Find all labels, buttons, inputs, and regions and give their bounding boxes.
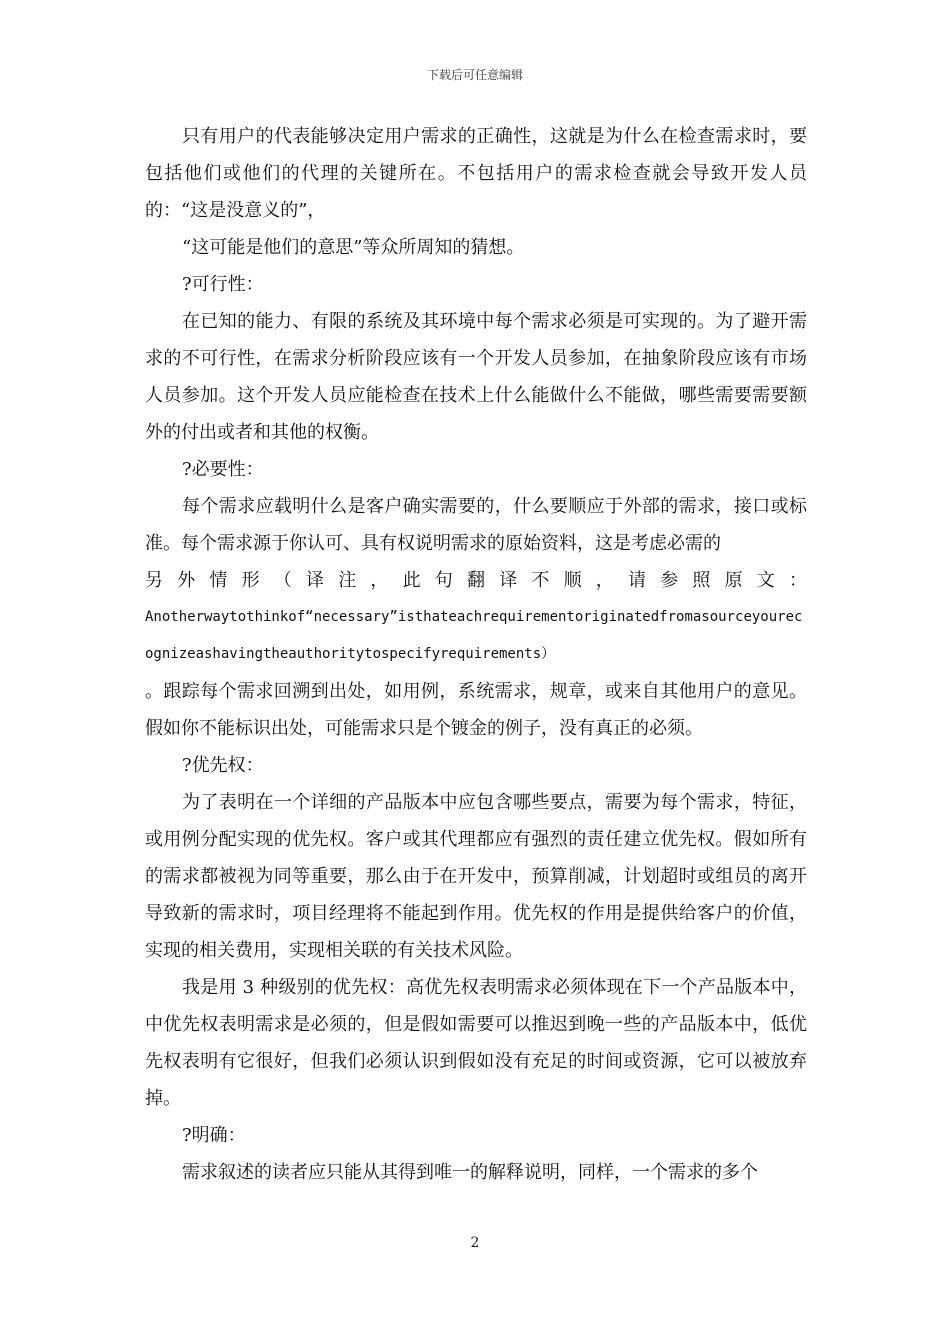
page-number: 2 <box>470 1235 480 1251</box>
paragraph-guesses: “这可能是他们的意思”等众所周知的猜想。 <box>182 237 525 258</box>
paragraph-necessity-translator-note: 另外情形（译注，此句翻译不顺，请参照原文： <box>145 570 807 591</box>
paragraph-priority-levels: 我是用 3 种级别的优先权：高优先权表明需求必须体现在下一个产品版本中，中优先权表明需求是必须的，但是假如需要可以推迟到晚一些的产品版本中，低优先权表明有它很好，但我们必须认识到假如没有充足的时间或资源，它可以被放弃掉。 <box>145 977 807 1109</box>
paragraph-necessity-1: 每个需求应载明什么是客户确实需要的，什么要顺应于外部的需求，接口或标准。每个需求源于你认可、具有权说明需求的原始资料，这是考虑必需的 <box>145 496 807 554</box>
paragraph-priority: 为了表明在一个详细的产品版本中应包含哪些要点，需要为每个需求，特征，或用例分配实现的优先权。客户或其代理都应有强烈的责任建立优先权。假如所有的需求都被视为同等重要，那么由于在开发中，预算削减，计划超时或组员的离开导致新的需求时，项目经理将不能起到作用。优先权的作用是提供给客户的价值，实现的相关费用，实现相关联的有关技术风险。 <box>145 792 807 961</box>
page-header: 下载后可任意编辑 <box>426 68 523 82</box>
paragraph-necessity-original-text: Anotherwaytothinkof“necessary”isthateachrequirementoriginatedfromasourceyourecognizeashavingtheauthoritytospecifyrequirements） <box>145 609 803 662</box>
heading-clarity: ?明确： <box>182 1125 246 1146</box>
heading-priority: ?优先权： <box>182 755 264 776</box>
paragraph-necessity-2: 。跟踪每个需求回溯到出处，如用例，系统需求，规章，或来自其他用户的意见。假如你不能标识出处，可能需求只是个镀金的例子，没有真正的必须。 <box>145 681 807 739</box>
heading-feasibility: ?可行性： <box>182 274 264 295</box>
document-body <box>145 118 807 1191</box>
heading-necessity: ?必要性： <box>182 459 264 480</box>
paragraph-feasibility: 在已知的能力、有限的系统及其环境中每个需求必须是可实现的。为了避开需求的不可行性，在需求分析阶段应该有一个开发人员参加，在抽象阶段应该有市场人员参加。这个开发人员应能检查在技术上什么能做什么不能做，哪些需要需要额外的付出或者和其他的权衡。 <box>145 311 807 443</box>
paragraph-user-representatives: 只有用户的代表能够决定用户需求的正确性，这就是为什么在检查需求时，要包括他们或他们的代理的关键所在。不包括用户的需求检查就会导致开发人员的：“这是没意义的”， <box>145 126 807 221</box>
paragraph-clarity: 需求叙述的读者应只能从其得到唯一的解释说明，同样，一个需求的多个 <box>182 1162 758 1183</box>
